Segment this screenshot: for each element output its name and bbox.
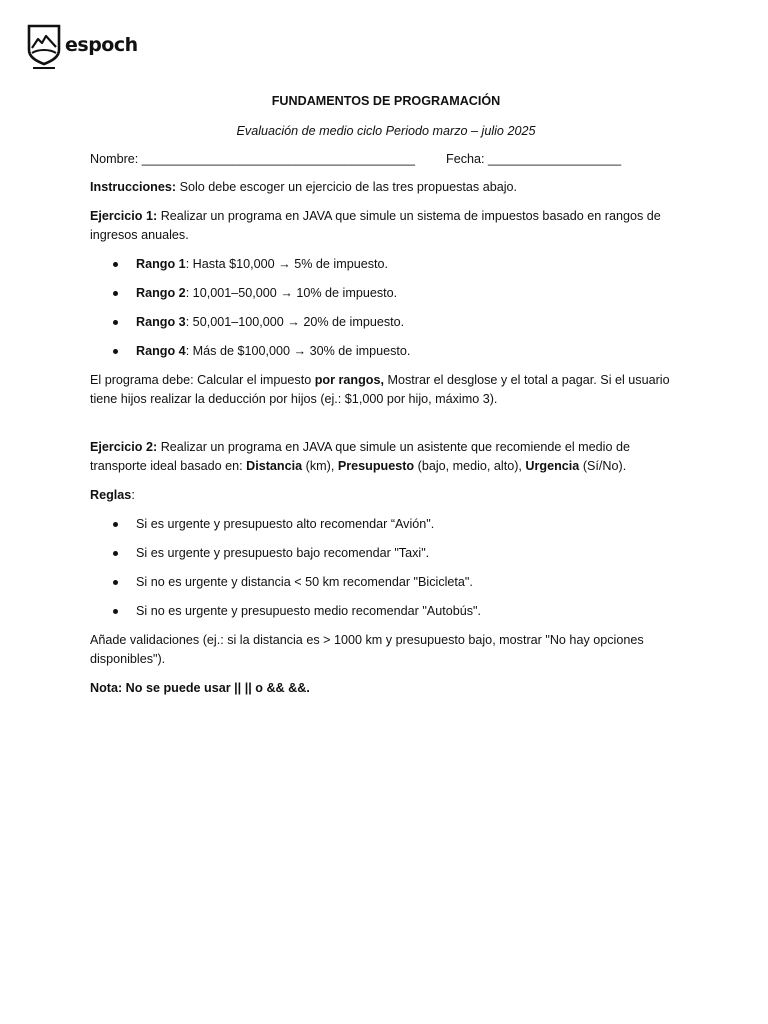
note	[90, 679, 682, 698]
list-item	[90, 255, 682, 274]
date-field: Fecha: ___________________	[446, 152, 622, 166]
list-item: Si es urgente y presupuesto alto recomendar “Avión".	[90, 515, 682, 534]
rules-label: Reglas	[90, 488, 132, 502]
exercise1-intro-text: Realizar un programa en JAVA que simule un sistema de impuestos basado en rangos de ingresos anuales.	[90, 209, 661, 242]
logo-text: espoch	[65, 34, 138, 56]
urgency-text: (Sí/No).	[579, 459, 627, 473]
exercise2-rules	[90, 515, 682, 621]
instructions-label: Instrucciones:	[90, 180, 177, 194]
budget-label: Presupuesto	[337, 459, 415, 473]
closing-text-a: El programa debe: Calcular el impuesto	[90, 373, 315, 387]
exercise2-label: Ejercicio 2:	[90, 440, 158, 454]
espoch-shield-icon	[26, 24, 62, 70]
student-fields	[90, 151, 682, 168]
range-text: : 10,001–50,000 → 10% de impuesto.	[185, 286, 398, 300]
exercise2-intro	[90, 438, 682, 476]
closing-text-b: Mostrar el desglose y el total a pagar. Si el usuario tiene hijos realizar la deducción por hijos (ej.: $1,000 por hijo, máximo 3).	[90, 373, 670, 406]
rules-heading	[90, 486, 682, 505]
instructions	[90, 178, 682, 197]
range-label: Rango 2	[136, 286, 186, 300]
document-title: FUNDAMENTOS DE PROGRAMACIÓN	[271, 94, 501, 108]
rules-colon: :	[131, 488, 135, 502]
exercise1-label: Ejercicio 1:	[90, 209, 158, 223]
range-label: Rango 3	[136, 315, 186, 329]
distance-text: (km),	[302, 459, 338, 473]
list-item: Si no es urgente y distancia < 50 km recomendar "Bicicleta".	[90, 573, 682, 592]
list-item	[90, 284, 682, 303]
note-text: Nota: No se puede usar || || o && &&.	[90, 681, 310, 695]
list-item	[90, 313, 682, 332]
range-text: : Hasta $10,000 → 5% de impuesto.	[185, 257, 389, 271]
instructions-text: Solo debe escoger un ejercicio de las tres propuestas abajo.	[176, 180, 518, 194]
range-text: : Más de $100,000 → 30% de impuesto.	[185, 344, 411, 358]
espoch-logo	[26, 24, 138, 70]
validation-text: Añade validaciones (ej.: si la distancia es > 1000 km y presupuesto bajo, mostrar "No hay opciones disponibles").	[90, 633, 644, 666]
range-label: Rango 1	[136, 257, 186, 271]
budget-text: (bajo, medio, alto),	[414, 459, 526, 473]
range-label: Rango 4	[136, 344, 186, 358]
range-text: : 50,001–100,000 → 20% de impuesto.	[185, 315, 405, 329]
name-field: Nombre: _______________________________________	[90, 152, 415, 166]
exercise1-ranges	[90, 255, 682, 361]
exercise2-intro-text: Realizar un programa en JAVA que simule un asistente que recomiende el medio de transporte ideal basado en:	[90, 440, 630, 473]
exercise1-intro	[90, 207, 682, 245]
document-subtitle: Evaluación de medio ciclo Periodo marzo – julio 2025	[236, 124, 536, 138]
list-item: Si no es urgente y presupuesto medio recomendar "Autobús".	[90, 602, 682, 621]
list-item	[90, 342, 682, 361]
distance-label: Distancia	[246, 459, 303, 473]
list-item: Si es urgente y presupuesto bajo recomendar "Taxi".	[90, 544, 682, 563]
exercise1-closing	[90, 371, 682, 409]
urgency-label: Urgencia	[525, 459, 580, 473]
document-page	[90, 93, 682, 698]
closing-bold: por rangos,	[314, 373, 384, 387]
